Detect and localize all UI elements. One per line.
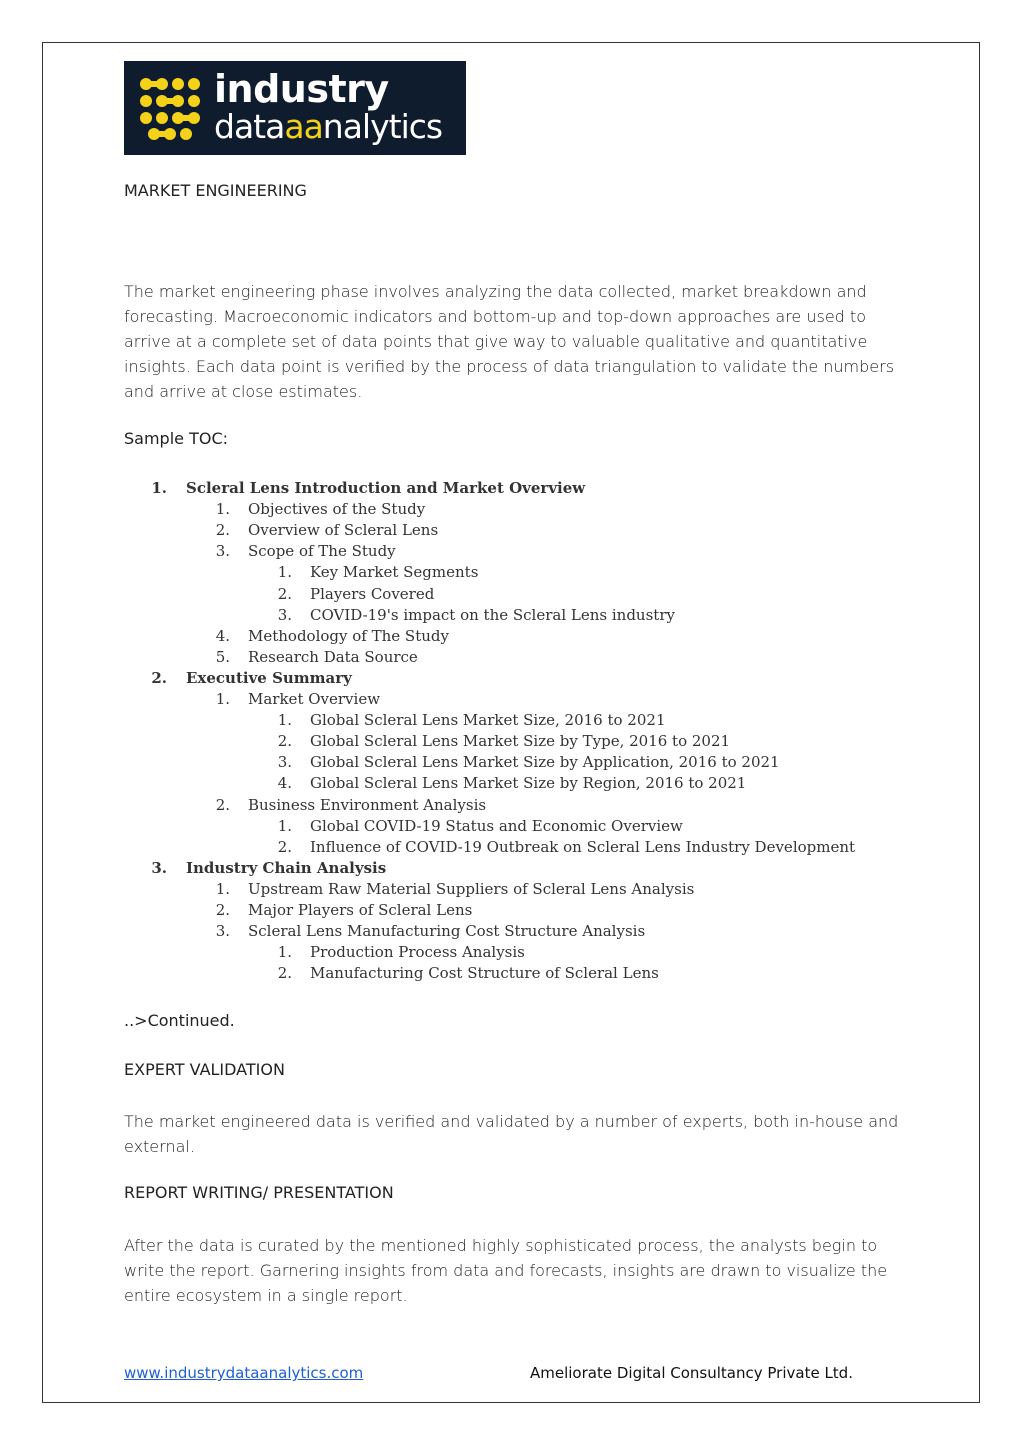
toc-item-label: Global Scleral Lens Market Size, 2016 to 2021 bbox=[310, 711, 666, 730]
logo-aa: aa bbox=[284, 107, 323, 146]
sample-toc-heading: Sample TOC: bbox=[124, 429, 229, 448]
toc-item-number: 2. bbox=[151, 668, 167, 687]
toc-item-label: Global Scleral Lens Market Size by Region, 2016 to 2021 bbox=[310, 774, 747, 793]
toc-item-number: 2. bbox=[277, 732, 292, 751]
toc-item-label: Production Process Analysis bbox=[310, 943, 525, 962]
continued-text: ..>Continued. bbox=[124, 1011, 235, 1030]
logo-word-industry: industry bbox=[214, 67, 389, 111]
toc-item-number: 3. bbox=[215, 542, 230, 561]
toc-item-label: Methodology of The Study bbox=[248, 626, 449, 645]
toc-item-label: Players Covered bbox=[310, 584, 435, 603]
toc-item-number: 3. bbox=[277, 753, 292, 772]
toc-item-number: 2. bbox=[215, 901, 230, 919]
toc-item-label: Overview of Scleral Lens bbox=[248, 521, 439, 540]
toc-item-number: 4. bbox=[215, 626, 230, 645]
toc-item-number: 2. bbox=[277, 584, 292, 603]
toc-item-number: 2. bbox=[215, 795, 230, 814]
toc-item-number: 1. bbox=[277, 711, 292, 730]
footer-company-name: Ameliorate Digital Consultancy Private Ltd. bbox=[530, 1364, 853, 1382]
toc-item-label: Scope of The Study bbox=[248, 542, 396, 561]
toc-item-number: 4. bbox=[277, 774, 292, 793]
toc-item-label: Global Scleral Lens Market Size by Type, 2016 to 2021 bbox=[310, 732, 731, 751]
toc-item-number: 1. bbox=[277, 816, 292, 835]
logo-nalytics: nalytics bbox=[322, 107, 443, 146]
toc-item-label: Scleral Lens Manufacturing Cost Structure Analysis bbox=[248, 922, 646, 941]
toc-item-number: 1. bbox=[277, 563, 292, 582]
report-writing-paragraph: After the data is curated by the mentioned highly sophisticated process, the analysts begin to write the report. Garnering insights from data and forecasts, insights are drawn to visualize the entire ecosystem in a single report. bbox=[124, 1236, 888, 1305]
toc-item-label: Manufacturing Cost Structure of Scleral Lens bbox=[310, 964, 659, 983]
website-link[interactable]: www.industrydataanalytics.com bbox=[124, 1364, 364, 1382]
expert-validation-paragraph: The market engineered data is verified and validated by a number of experts, both in-house and external. bbox=[124, 1112, 899, 1156]
dots-logo-icon bbox=[138, 76, 208, 142]
toc-item-label: Business Environment Analysis bbox=[248, 795, 487, 814]
toc-item-label: Objectives of the Study bbox=[248, 500, 426, 519]
market-engineering-paragraph: The market engineering phase involves analyzing the data collected, market breakdown and forecasting. Macroeconomic indicators and bottom-up and top-down approaches are used to arrive at a complete set of data points that give way to valuable qualitative and quantitative insights. Each data point is verified by the process of data triangulation to validate the numbers and arrive at close estimates. bbox=[124, 282, 895, 401]
toc-item-number: 1. bbox=[215, 879, 230, 898]
toc-item-label: Executive Summary bbox=[186, 668, 352, 687]
expert-validation-heading: EXPERT VALIDATION bbox=[124, 1060, 285, 1079]
toc-item-number: 1. bbox=[151, 479, 167, 497]
toc-item-label: Influence of COVID-19 Outbreak on Scleral Lens Industry Development bbox=[310, 837, 856, 856]
market-engineering-heading: MARKET ENGINEERING bbox=[124, 181, 307, 200]
toc-item-label: COVID-19's impact on the Scleral Lens industry bbox=[310, 605, 675, 624]
toc-item-number: 1. bbox=[215, 690, 230, 708]
toc-item-number: 1. bbox=[277, 943, 292, 962]
toc-item-label: Scleral Lens Introduction and Market Overview bbox=[186, 479, 586, 497]
toc-item-label: Major Players of Scleral Lens bbox=[248, 901, 473, 919]
toc-item-number: 3. bbox=[277, 605, 292, 624]
toc-item-label: Research Data Source bbox=[248, 647, 418, 666]
toc-item-label: Upstream Raw Material Suppliers of Scleral Lens Analysis bbox=[248, 879, 695, 898]
toc-item-number: 2. bbox=[215, 521, 230, 540]
logo-data: data bbox=[214, 107, 285, 146]
toc-item-label: Key Market Segments bbox=[310, 563, 479, 582]
logo-word-dataanalytics bbox=[214, 107, 442, 147]
toc-item-number: 3. bbox=[215, 922, 230, 941]
toc-item-number: 3. bbox=[151, 858, 167, 877]
toc-item-number: 2. bbox=[277, 837, 292, 856]
toc-item-number: 5. bbox=[215, 647, 230, 666]
toc-item-label: Global COVID-19 Status and Economic Overview bbox=[310, 816, 683, 835]
report-writing-heading: REPORT WRITING/ PRESENTATION bbox=[124, 1183, 394, 1202]
toc-item-number: 2. bbox=[277, 964, 292, 983]
toc-item-label: Industry Chain Analysis bbox=[186, 858, 387, 877]
toc-item-label: Market Overview bbox=[248, 690, 381, 708]
toc-item-number: 1. bbox=[215, 500, 230, 519]
toc-item-label: Global Scleral Lens Market Size by Application, 2016 to 2021 bbox=[310, 753, 780, 772]
company-logo bbox=[124, 61, 466, 155]
